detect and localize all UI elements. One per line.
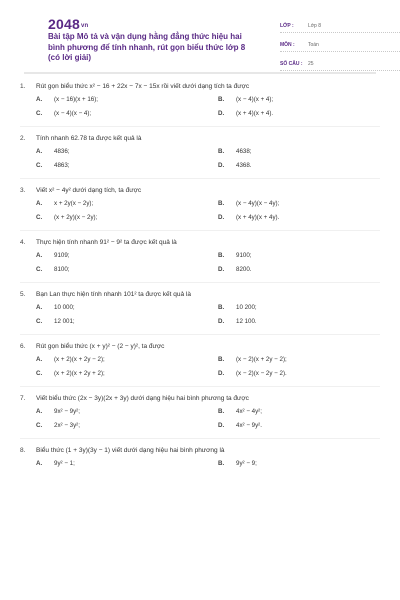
- spacer: [20, 117, 380, 124]
- option-text: (x + 4)(x + 4).: [236, 110, 274, 117]
- options: [36, 460, 380, 467]
- question-text: Viết biểu thức (2x − 3y)(2x + 3y) dưới dạng hiệu hai bình phương ta được: [36, 395, 249, 402]
- option-label: A.: [36, 460, 43, 467]
- option-label: A.: [36, 408, 43, 415]
- options: [36, 200, 380, 221]
- option-text: 9x² − 9y²;: [54, 408, 80, 415]
- option-b[interactable]: [218, 408, 380, 415]
- option-text: (x − 2)(x + 2y − 2);: [236, 356, 287, 363]
- question-stem: [20, 446, 380, 456]
- question-number: 2.: [20, 135, 26, 142]
- spacer: [20, 377, 380, 384]
- option-text: (x + 2)(x + 2y + 2);: [54, 370, 105, 377]
- option-b[interactable]: [218, 148, 380, 155]
- option-d[interactable]: [218, 370, 380, 377]
- option-a[interactable]: [36, 304, 198, 311]
- question-stem: [20, 394, 380, 404]
- meta-row-count: [280, 54, 400, 71]
- option-a[interactable]: [36, 96, 198, 103]
- meta-label: MÔN :: [280, 42, 295, 48]
- question-7: [20, 386, 380, 436]
- option-label: D.: [218, 214, 225, 221]
- question-8: [20, 438, 380, 467]
- option-a[interactable]: [36, 200, 198, 207]
- site-logo[interactable]: [48, 16, 88, 32]
- option-label: A.: [36, 200, 43, 207]
- option-c[interactable]: [36, 422, 198, 429]
- option-text: 10 000;: [54, 304, 75, 311]
- option-b[interactable]: [218, 356, 380, 363]
- option-d[interactable]: [218, 162, 380, 169]
- question-text: Bạn Lan thực hiện tính nhanh 101² ta được kết quả là: [36, 291, 191, 298]
- question-text: Rút gọn biểu thức (x + y)² − (2 − y)², ta được: [36, 343, 165, 350]
- option-text: (x − 4)(x − 4);: [54, 110, 92, 117]
- option-text: 4863;: [54, 162, 70, 169]
- question-stem: [20, 342, 380, 352]
- option-label: D.: [218, 266, 225, 273]
- question-text: Biểu thức (1 + 3y)(3y − 1) viết dưới dạng hiệu hai bình phương là: [36, 447, 225, 454]
- spacer: [20, 429, 380, 436]
- spacer: [20, 221, 380, 228]
- option-label: B.: [218, 96, 225, 103]
- spacer: [20, 273, 380, 280]
- options: [36, 304, 380, 325]
- meta-row-subject: [280, 35, 400, 52]
- option-c[interactable]: [36, 162, 198, 169]
- question-text: Rút gọn biểu thức x² − 16 + 22x − 7x − 15x rồi viết dưới dạng tích ta được: [36, 83, 250, 90]
- option-label: B.: [218, 356, 225, 363]
- logo-text: 2048: [48, 16, 80, 32]
- option-label: B.: [218, 148, 225, 155]
- option-b[interactable]: [218, 304, 380, 311]
- meta-row-grade: [280, 16, 400, 33]
- option-c[interactable]: [36, 266, 198, 273]
- question-6: [20, 334, 380, 384]
- option-b[interactable]: [218, 252, 380, 259]
- option-text: 8200.: [236, 266, 252, 273]
- option-text: 4638;: [236, 148, 252, 155]
- option-a[interactable]: [36, 148, 198, 155]
- option-label: B.: [218, 252, 225, 259]
- option-text: 4x² − 4y²;: [236, 408, 262, 415]
- option-label: A.: [36, 252, 43, 259]
- option-text: 12 001;: [54, 318, 75, 325]
- option-label: C.: [36, 110, 43, 117]
- question-number: 5.: [20, 291, 26, 298]
- option-text: 4836;: [54, 148, 70, 155]
- options: [36, 148, 380, 169]
- options: [36, 252, 380, 273]
- option-text: 4368.: [236, 162, 252, 169]
- option-d[interactable]: [218, 110, 380, 117]
- option-label: C.: [36, 266, 43, 273]
- option-text: 9109;: [54, 252, 70, 259]
- option-c[interactable]: [36, 214, 198, 221]
- question-2: [20, 126, 380, 176]
- meta-label: LỚP :: [280, 23, 294, 29]
- question-text: Tính nhanh 62.78 ta được kết quả là: [36, 135, 142, 142]
- option-label: A.: [36, 96, 43, 103]
- option-text: (x + 2)(x + 2y − 2);: [54, 356, 105, 363]
- option-label: B.: [218, 200, 225, 207]
- header-divider: [24, 72, 376, 74]
- meta-value: 25: [308, 61, 314, 67]
- option-label: B.: [218, 408, 225, 415]
- options: [36, 356, 380, 377]
- question-number: 7.: [20, 395, 26, 402]
- question-text: Thực hiện tính nhanh 91² − 9² ta được kết quả là: [36, 239, 177, 246]
- meta-panel: [280, 16, 400, 73]
- option-c[interactable]: [36, 370, 198, 377]
- option-b[interactable]: [218, 96, 380, 103]
- option-d[interactable]: [218, 214, 380, 221]
- option-c[interactable]: [36, 110, 198, 117]
- option-text: 9y² − 9;: [236, 460, 257, 467]
- meta-value: Toán: [308, 42, 319, 48]
- option-label: C.: [36, 214, 43, 221]
- meta-value: Lớp 8: [308, 23, 322, 29]
- question-text: Viết x² − 4y² dưới dạng tích, ta được: [36, 187, 142, 194]
- option-label: B.: [218, 304, 225, 311]
- option-label: A.: [36, 356, 43, 363]
- option-d[interactable]: [218, 266, 380, 273]
- question-list: [20, 80, 380, 467]
- option-label: C.: [36, 318, 43, 325]
- option-label: D.: [218, 422, 225, 429]
- question-4: [20, 230, 380, 280]
- option-text: 10 200;: [236, 304, 257, 311]
- option-text: x + 2y(x − 2y);: [54, 200, 94, 207]
- option-label: D.: [218, 370, 225, 377]
- option-label: A.: [36, 304, 43, 311]
- question-stem: [20, 290, 380, 300]
- header: [24, 0, 376, 78]
- option-d[interactable]: [218, 318, 380, 325]
- option-text: 8100;: [54, 266, 70, 273]
- page-title: Bài tập Mô tả và vận dụng hằng đẳng thức hiệu hai bình phương để tính nhanh, rút gọn biểu thức lớp 8 (có lời giải): [48, 32, 246, 62]
- question-number: 3.: [20, 187, 26, 194]
- option-label: C.: [36, 162, 43, 169]
- option-text: 9y² − 1;: [54, 460, 75, 467]
- option-b[interactable]: [218, 200, 380, 207]
- option-label: D.: [218, 162, 225, 169]
- options: [36, 408, 380, 429]
- spacer: [20, 169, 380, 176]
- option-a[interactable]: [36, 460, 198, 467]
- meta-label: SỐ CÂU :: [280, 61, 303, 67]
- option-c[interactable]: [36, 318, 198, 325]
- option-text: 2x² − 3y²;: [54, 422, 80, 429]
- option-a[interactable]: [36, 356, 198, 363]
- option-text: (x − 4y)(x − 4y);: [236, 200, 280, 207]
- option-label: C.: [36, 370, 43, 377]
- question-stem: [20, 82, 380, 92]
- option-label: C.: [36, 422, 43, 429]
- question-number: 8.: [20, 447, 26, 454]
- option-text: (x − 2)(x − 2y − 2).: [236, 370, 287, 377]
- option-a[interactable]: [36, 252, 198, 259]
- question-5: [20, 282, 380, 332]
- question-stem: [20, 134, 380, 144]
- option-text: (x − 16)(x + 16);: [54, 96, 99, 103]
- question-number: 1.: [20, 83, 26, 90]
- logo-suffix: vn: [80, 23, 89, 29]
- option-text: (x + 2y)(x − 2y);: [54, 214, 98, 221]
- options: [36, 96, 380, 117]
- question-3: [20, 178, 380, 228]
- question-number: 6.: [20, 343, 26, 350]
- question-stem: [20, 238, 380, 248]
- option-label: D.: [218, 110, 225, 117]
- option-a[interactable]: [36, 408, 198, 415]
- option-label: D.: [218, 318, 225, 325]
- question-1: [20, 82, 380, 124]
- option-label: B.: [218, 460, 225, 467]
- question-number: 4.: [20, 239, 26, 246]
- spacer: [20, 325, 380, 332]
- question-stem: [20, 186, 380, 196]
- option-text: 4x² − 9y².: [236, 422, 262, 429]
- option-text: 12 100.: [236, 318, 257, 325]
- option-label: A.: [36, 148, 43, 155]
- option-text: (x + 4y)(x + 4y).: [236, 214, 280, 221]
- option-text: (x − 4)(x + 4);: [236, 96, 274, 103]
- option-b[interactable]: [218, 460, 380, 467]
- option-d[interactable]: [218, 422, 380, 429]
- option-text: 9100;: [236, 252, 252, 259]
